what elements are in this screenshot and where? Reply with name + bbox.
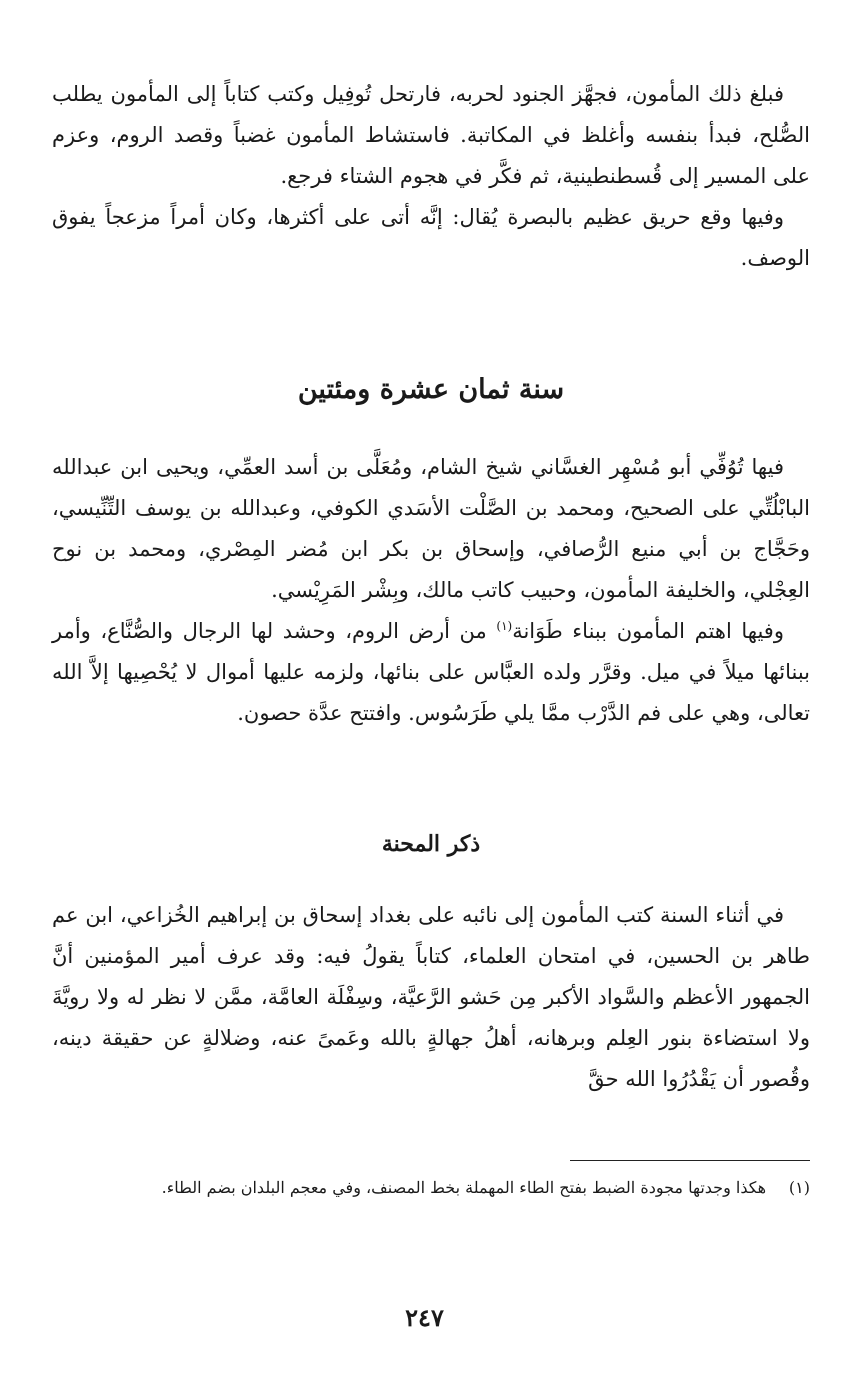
footnote-text: هكذا وجدتها مجودة الضبط بفتح الطاء المهملة بخط المصنف، وفي معجم البلدان بضم الطاء. [161, 1178, 766, 1197]
footnote [52, 1174, 810, 1201]
paragraph-deaths: فيها تُوُفِّي أبو مُسْهِر الغسَّاني شيخ الشام، ومُعَلَّى بن أسد العمِّي، ويحيى ابن عبدالله البابْلُتِّي على الصحيح، ومحمد بن الصَّلْت الأسَدي الكوفي، وعبدالله بن يوسف التِّنِّيسي، وحَجَّاج بن أبي منيع الرُّصافي، وإسحاق بن بكر ابن مُضر المِصْري، ومحمد بن نوح العِجْلي، والخليفة المأمون، وحبيب كاتب مالك، وبِشْر المَرِيْسي. [52, 455, 810, 602]
middle-text-block [52, 447, 810, 734]
footnote-reference[interactable]: (١) [496, 619, 513, 633]
top-text-block [52, 74, 810, 279]
subsection-title-mihna: ذكر المحنة [381, 831, 481, 857]
paragraph-mihna-letter: في أثناء السنة كتب المأمون إلى نائبه على بغداد إسحاق بن إبراهيم الخُزاعي، ابن عم طاهر بن الحسين، في امتحان العلماء، كتاباً يقولُ فيه: وقد عرف أمير المؤمنين أنَّ الجمهور الأعظم والسَّواد الأكبر مِن حَشو الرَّعيَّة، وسِفْلَة العامَّة، ممَّن لا نظر له ولا رويَّةَ ولا استضاءة بنور العِلم وبرهانه، أهلُ جهالةٍ بالله وعَمىً عنه، وضلالةٍ عن حقيقة دينه، وقُصور أن يَقْدُرُوا الله حقَّ [52, 903, 810, 1091]
paragraph-tuwana [52, 611, 810, 734]
paragraph-campaign: فبلغ ذلك المأمون، فجهَّز الجنود لحربه، فارتحل تُوفِيل وكتب كتاباً إلى المأمون يطلب الصُّلح، فبدأ بنفسه وأغلظ في المكاتبة. فاستشاط المأمون غضباً وقصد الروم، وعزم على المسير إلى قُسطنطينية، ثم فكَّر في هجوم الشتاء فرجع. [52, 82, 810, 188]
page-number: ٢٤٧ [405, 1303, 444, 1332]
section-title-year-218: سنة ثمان عشرة ومئتين [297, 374, 565, 405]
tuwana-text-start: وفيها اهتم المأمون ببناء طَوَانة [512, 619, 784, 643]
tuwana-text-end: من أرض الروم، وحشد لها الرجال والصُّنَّاع، وأمر ببنائها ميلاً في ميل. وقرَّر ولده العبَّاس على بنائها، ولزمه عليها أموال لا يُحْصِيها إلاَّ الله تعالى، وهي على فم الدَّرْب ممَّا يلي طَرَسُوس. وافتتح عدَّة حصون. [52, 619, 810, 725]
bottom-text-block [52, 895, 810, 1100]
paragraph-basra-fire: وفيها وقع حريق عظيم بالبصرة يُقال: إنَّه أتى على أكثرها، وكان أمراً مزعجاً يفوق الوصف. [52, 205, 810, 270]
footnote-number: (١) [788, 1178, 810, 1197]
footnote-divider [570, 1160, 810, 1161]
